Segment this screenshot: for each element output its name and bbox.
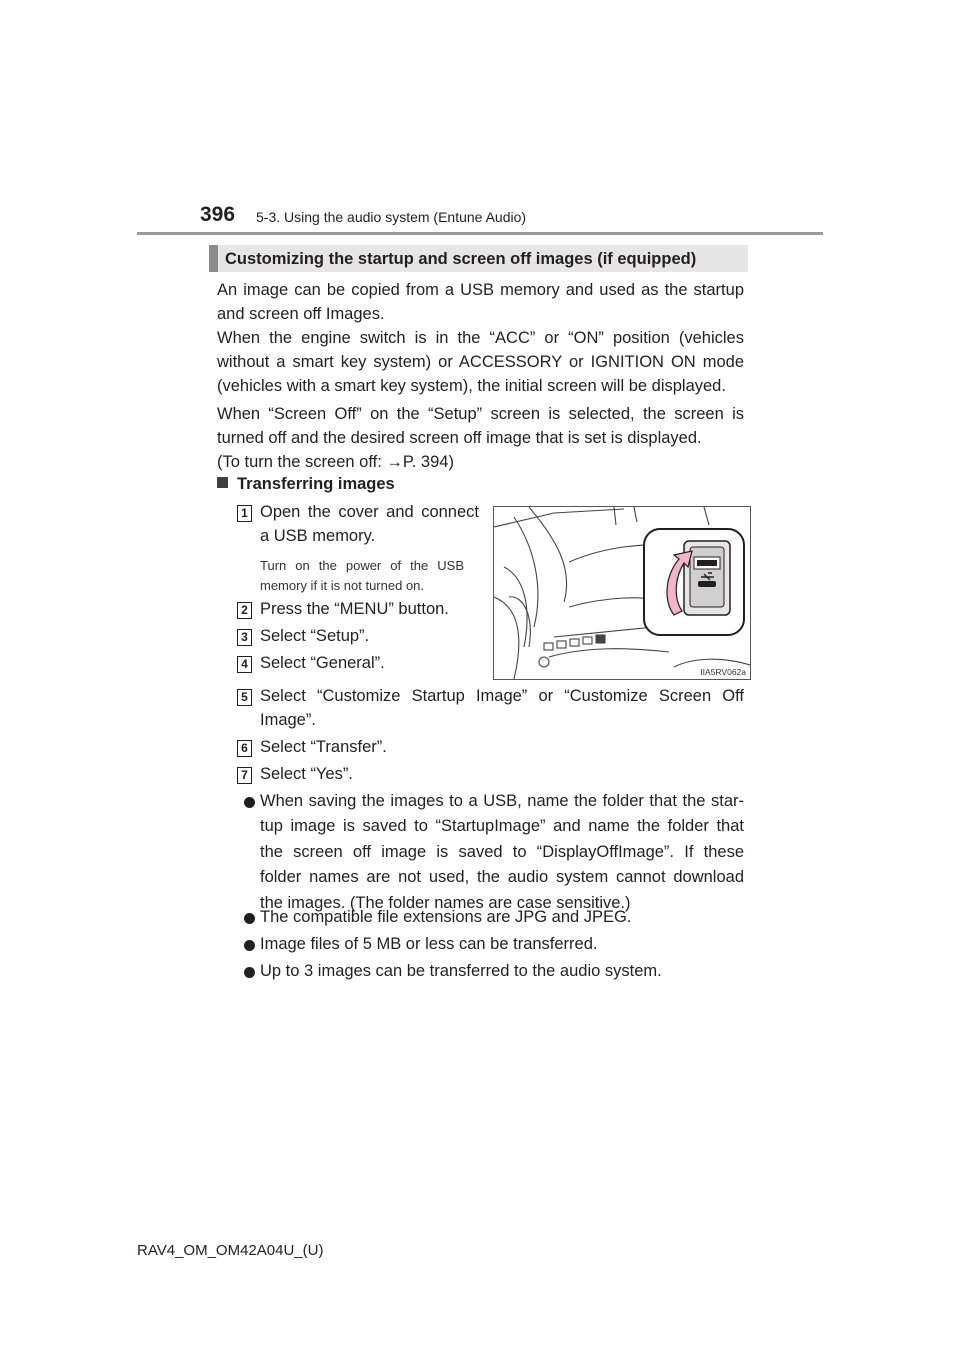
bullet-icon <box>244 907 255 932</box>
intro-paragraph-1 <box>217 278 744 326</box>
text-line: When “Screen Off” on the “Setup” screen is selected, the screen is <box>217 405 744 423</box>
step-3-text: Select “Setup”. <box>260 627 370 645</box>
step-6-text: Select “Transfer”. <box>260 738 387 756</box>
text-line: a USB memory. <box>260 527 376 545</box>
header-divider <box>137 232 823 235</box>
step-1-note <box>260 556 464 596</box>
chapter-title: 5-3. Using the audio system (Entune Audio) <box>256 209 527 225</box>
text-line: without a smart key system) or ACCESSORY or IGNITION ON mode <box>217 353 744 371</box>
bullet-icon <box>244 791 255 816</box>
step-number-badge: 4 <box>237 656 252 673</box>
text-line: (To turn the screen off: →P. 394) <box>217 453 454 471</box>
square-bullet-icon <box>217 477 228 488</box>
step-4-text: Select “General”. <box>260 654 385 672</box>
usb-port-illustration <box>493 506 751 680</box>
step-number-badge: 1 <box>237 505 252 522</box>
text-line: When the engine switch is in the “ACC” or “ON” position (vehicles <box>217 329 744 347</box>
document-code: RAV4_OM_OM42A04U_(U) <box>137 1242 324 1259</box>
subheading <box>217 475 395 494</box>
step-number-badge: 6 <box>237 740 252 757</box>
intro-paragraph-2 <box>217 326 744 398</box>
text-line: Image”. <box>260 711 316 729</box>
text-line: and screen off Images. <box>217 305 385 323</box>
step-1-text <box>260 500 479 548</box>
bullet-icon <box>244 961 255 986</box>
step-number-badge: 3 <box>237 629 252 646</box>
step-number-badge: 2 <box>237 602 252 619</box>
bullet-1 <box>260 789 744 916</box>
text-line: folder names are not used, the audio system cannot download <box>260 868 744 887</box>
text-line: (vehicles with a smart key system), the initial screen will be displayed. <box>217 377 726 395</box>
text-line: Select “Customize Startup Image” or “Customize Screen Off <box>260 687 744 705</box>
section-title: Customizing the startup and screen off images (if equipped) <box>225 250 697 268</box>
dashboard-usb-drawing <box>494 507 750 679</box>
text-line: turned off and the desired screen off image that is set is displayed. <box>217 429 702 447</box>
step-number-badge: 7 <box>237 767 252 784</box>
text-line: Open the cover and connect <box>260 503 479 521</box>
step-7-text: Select “Yes”. <box>260 765 353 783</box>
step-number-badge: 5 <box>237 689 252 706</box>
text-line: the images. (The folder names are case sensitive.) <box>260 893 631 912</box>
text-line: An image can be copied from a USB memory and used as the startup <box>217 281 744 299</box>
step-2-text: Press the “MENU” button. <box>260 600 449 618</box>
bullet-2: The compatible file extensions are JPG and JPEG. <box>260 908 632 926</box>
text-line: the screen off image is saved to “DisplayOffImage”. If these <box>260 842 744 861</box>
text-line: When saving the images to a USB, name the folder that the star- <box>260 792 744 810</box>
page-number: 396 <box>200 203 236 226</box>
text-line: Turn on the power of the USB <box>260 558 464 573</box>
section-heading <box>209 245 748 272</box>
bullet-icon <box>244 934 255 959</box>
text-line: memory if it is not turned on. <box>260 578 425 593</box>
subheading-text: Transferring images <box>237 475 395 493</box>
bullet-3: Image files of 5 MB or less can be transferred. <box>260 935 598 953</box>
intro-paragraph-3 <box>217 402 744 474</box>
step-5-text <box>260 684 744 732</box>
bullet-4: Up to 3 images can be transferred to the audio system. <box>260 962 662 980</box>
illustration-code: IIA5RV062a <box>700 667 746 677</box>
text-line: tup image is saved to “StartupImage” and name the folder that <box>260 817 744 836</box>
